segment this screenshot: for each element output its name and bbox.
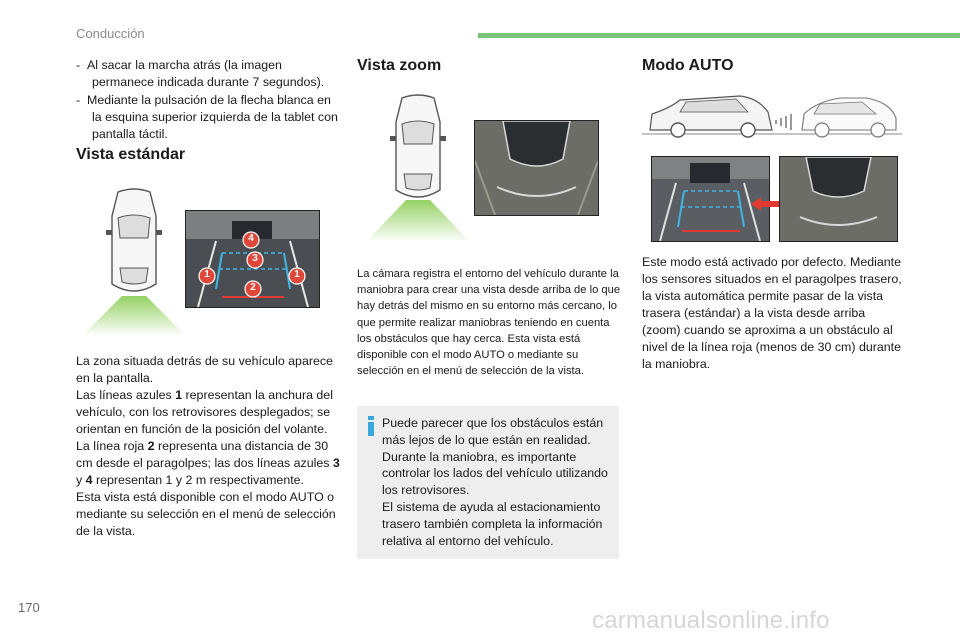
car-top-view-illustration bbox=[364, 92, 472, 242]
info-icon bbox=[364, 416, 378, 436]
car-windshield bbox=[402, 121, 434, 144]
zoom-view-text: La cámara registra el entorno del vehículo durante la maniobra para crear una vista desde arriba de lo que hay detrás del mismo en su entorno más cercano, lo que permite realizar maniobras teniendo en cuenta los obstáculos que hay cerca. Esta vista está disponible con el modo AUTO o mediante su selección en el menú de selección de la vista. bbox=[357, 268, 621, 378]
car-windshield bbox=[118, 215, 150, 238]
marker-2-label: 2 bbox=[250, 282, 256, 293]
zoom-view-title: Vista zoom bbox=[357, 57, 442, 74]
cars-side-view-illustration bbox=[640, 90, 904, 142]
auto-mode-title: Modo AUTO bbox=[642, 57, 734, 74]
intro-bullet-list bbox=[76, 57, 338, 144]
marker-1-right-label: 1 bbox=[294, 269, 300, 280]
camera-cone bbox=[368, 200, 468, 240]
section-header: Conducción bbox=[76, 26, 145, 41]
header-accent-bar bbox=[478, 33, 960, 38]
auto-zoom-camera-view bbox=[779, 156, 898, 242]
mirror bbox=[106, 230, 112, 235]
standard-view-title: Vista estándar bbox=[76, 146, 186, 163]
note-text bbox=[382, 415, 614, 549]
car-rear-window bbox=[120, 268, 148, 284]
standard-view-text bbox=[76, 353, 342, 540]
watermark: carmanualsonline.info bbox=[592, 607, 830, 634]
mirror bbox=[156, 230, 162, 235]
marker-3-label: 3 bbox=[252, 253, 258, 264]
intro-bullet: - Al sacar la marcha atrás (la imagen permanece indicada durante 7 segundos). bbox=[76, 58, 325, 89]
marker-1-left-label: 1 bbox=[204, 269, 210, 280]
paragraph: La zona situada detrás de su vehículo aparece en la pantalla. bbox=[76, 354, 333, 385]
camera-cone bbox=[84, 296, 184, 334]
standard-camera-view bbox=[185, 210, 320, 308]
note-paragraph: El sistema de ayuda al estacionamiento trasero también completa la información relativa al entorno del vehículo. bbox=[382, 499, 603, 548]
car-top-view-illustration bbox=[80, 186, 188, 336]
zoom-camera-view bbox=[474, 120, 599, 216]
page-number: 170 bbox=[18, 600, 40, 615]
marker-4-label: 4 bbox=[248, 233, 254, 244]
paragraph: Las líneas azules 1 representan la anchura del vehículo, con los retrovisores desplegados; se orientan en función de la posición del volante. bbox=[76, 388, 333, 436]
auto-mode-text: Este modo está activado por defecto. Mediante los sensores situados en el paragolpes trasero, la vista automática permite pasar de la vista trasera (estándar) a la vista desde arriba (zoom) cuando se aproxima a un obstáculo al nivel de la línea roja (menos de 30 cm) durante la maniobra. bbox=[642, 255, 902, 371]
note-paragraph: Durante la maniobra, es importante controlar los lados del vehículo utilizando los retrovisores. bbox=[382, 449, 608, 498]
intro-bullet: - Mediante la pulsación de la flecha blanca en la esquina superior izquierda de la tablet con pantalla táctil. bbox=[76, 93, 338, 141]
car-rear-window bbox=[404, 174, 432, 190]
paragraph: La línea roja 2 representa una distancia de 30 cm desde el paragolpes; las dos líneas azules 3 y 4 representan 1 y 2 m respectivamente. bbox=[76, 439, 340, 487]
note-paragraph: Puede parecer que los obstáculos están más lejos de lo que están en realidad. bbox=[382, 416, 604, 447]
mirror bbox=[390, 136, 396, 141]
paragraph: Esta vista está disponible con el modo AUTO o mediante su selección en el menú de selección de la vista. bbox=[76, 490, 336, 538]
mirror bbox=[440, 136, 446, 141]
